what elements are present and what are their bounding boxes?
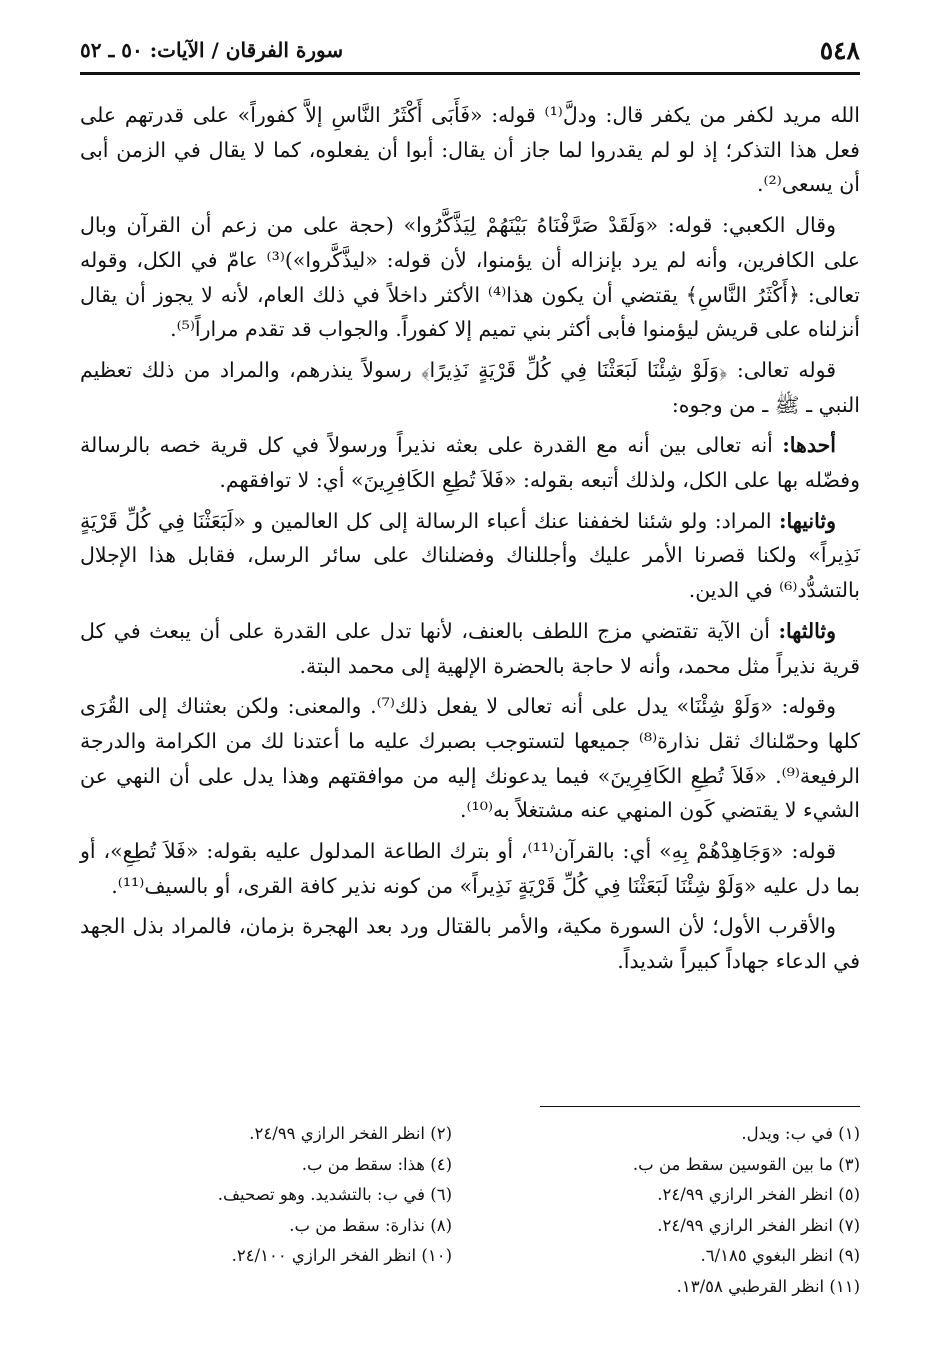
running-title: سورة الفرقان / الآيات: ٥٠ ـ ٥٢ [80,38,344,62]
paragraph-text: أن الآية تقتضي مزج اللطف بالعنف، لأنها تدل على القدرة على أن يبعث في كل قرية نذيراً مثل محمد، وأنه لا حاجة بالحضرة الإلهية إلى محمد البتة. [80,618,860,678]
footnote: (١١) انظر القرطبي ١٣/٥٨. [676,1276,860,1296]
paragraph [80,428,860,497]
footnote: (١) في ب: ويدل. [741,1124,860,1143]
paragraph-text: المراد: ولو شئنا لخففنا عنك أعباء الرسالة إلى كل العالمين و «لَبَعَثْنَا فِي كُلِّ قَرْيَةٍ نَذِيراً» ولكنا قصرنا الأمر عليك وأجللناك وفضلناك على سائر الرسل، فقابل هذا الإجلال بالتشدُّد⁽⁶⁾ في الدين. [80,508,860,603]
paragraph [80,614,860,683]
paragraph [80,689,860,828]
footnote: (٥) انظر الفخر الرازي ٢٤/٩٩. [657,1185,860,1204]
footnote: (٨) نذارة: سقط من ب. [289,1215,452,1235]
paragraph-text: وقوله: «وَلَوْ شِئْنَا» يدل على أنه تعالى لا يفعل ذلك⁽⁷⁾. والمعنى: ولكن بعثناك إلى القُرَى كلها وحمّلناك ثقل نذارة⁽⁸⁾ جميعها لتستوجب بصبرك عليه ما أعتدنا لك من الكرامة والدرجة الرفيعة⁽⁹⁾. «فَلاَ تُطِعِ الكَافِرِينَ» فيما يدعونك إليه من موافقتهم وهذا يدل على أن النهي عن الشيء لا يقتضي كَون المنهي عنه مشتغلاً به⁽¹⁰⁾. [80,694,860,823]
main-text [80,98,860,985]
paragraph-text: والأقرب الأول؛ لأن السورة مكية، والأمر بالقتال ورد بعد الهجرة بزمان، فالمراد بذل الجهد في الدعاء جهاداً كبيراً شديداً. [80,914,860,974]
paragraph [80,909,860,978]
footnote: (٩) انظر البغوي ٦/١٨٥. [700,1246,860,1265]
paragraph [80,504,860,608]
paragraph-text: قوله تعالى: ﴿وَلَوْ شِئْنَا لَبَعَثْنَا فِي كُلِّ قَرْيَةٍ نَذِيرًا﴾ رسولاً ينذرهم، والمراد من ذلك تعظيم النبي ـ ﷺ ـ من وجوه: [80,357,860,417]
paragraph-text: قوله: «وَجَاهِدْهُمْ بِهِ» أي: بالقرآن⁽¹¹⁾، أو بترك الطاعة المدلول عليه بقوله: «فَلاَ تُطِعِ»، أو بما دل عليه «وَلَوْ شِئْنَا لَبَعَثْنَا فِي كُلِّ قَرْيَةٍ نَذِيراً» من كونه نذير كافة القرى، أو بالسيف⁽¹¹⁾. [80,839,860,898]
page-number: ٥٤٨ [819,36,860,65]
paragraph-text: وقال الكعبي: قوله: «وَلَقَدْ صَرَّفْنَاهُ بَيْنَهُمْ لِيَذَّكَّرُوا» (حجة على من زعم أن القرآن وبال على الكافرين، وأنه لم يرد بإنزاله أن يؤمنوا، لأن قوله: «ليذَّكَّروا»)⁽³⁾ عامّ في الكل، وقوله تعالى: ﴿أَكْثَرُ النَّاسِ﴾ يقتضي أن يكون هذا⁽⁴⁾ الأكثر داخلاً في ذلك العام، لأنه لا يجوز أن يقال أنزلناه على قريش ليؤمنوا فأبى أكثر بني تميم إلا كفوراً. والجواب قد تقدم مراراً⁽⁵⁾. [80,213,860,342]
paragraph-heading: وثانيها: [778,508,836,533]
footnote: (٦) في ب: بالتشديد. وهو تصحيف. [217,1185,452,1204]
footnote: (٧) انظر الفخر الرازي ٢٤/٩٩. [657,1215,860,1235]
footnotes [80,1120,860,1301]
paragraph [80,208,860,347]
paragraph-text: الله مريد لكفر من يكفر قال: ودلَّ⁽¹⁾ قوله: «فَأَبَى أَكْثَرُ النَّاسِ إلاَّ كفوراً» على قدرتهم على فعل هذا التذكر؛ إذ لو لم يقدروا لما جاز أن يقال: أبوا أن يفعلوه، كما لا يقال في الزمن أبى أن يسعى⁽²⁾. [80,103,860,197]
footnote: (٢) انظر الفخر الرازي ٢٤/٩٩. [249,1124,452,1143]
paragraph-text: أنه تعالى بين أنه مع القدرة على بعثه نذيراً ورسولاً في كل قرية خصه بالرسالة وفضّله بها على الكل، ولذلك أتبعه بقوله: «فَلاَ تُطِعِ الكَافِرِينَ» أي: لا توافقهم. [80,433,860,493]
footnote: (٣) ما بين القوسين سقط من ب. [632,1154,860,1174]
paragraph [80,98,860,202]
paragraph [80,353,860,422]
paragraph [80,834,860,903]
footnote: (١٠) انظر الفخر الرازي ٢٤/١٠٠. [231,1246,452,1265]
paragraph-heading: وثالثها: [778,618,836,643]
footnote: (٤) هذا: سقط من ب. [301,1154,452,1174]
paragraph-heading: أحدها: [782,433,836,458]
footnote-divider [540,1106,860,1107]
page-header [80,30,860,75]
